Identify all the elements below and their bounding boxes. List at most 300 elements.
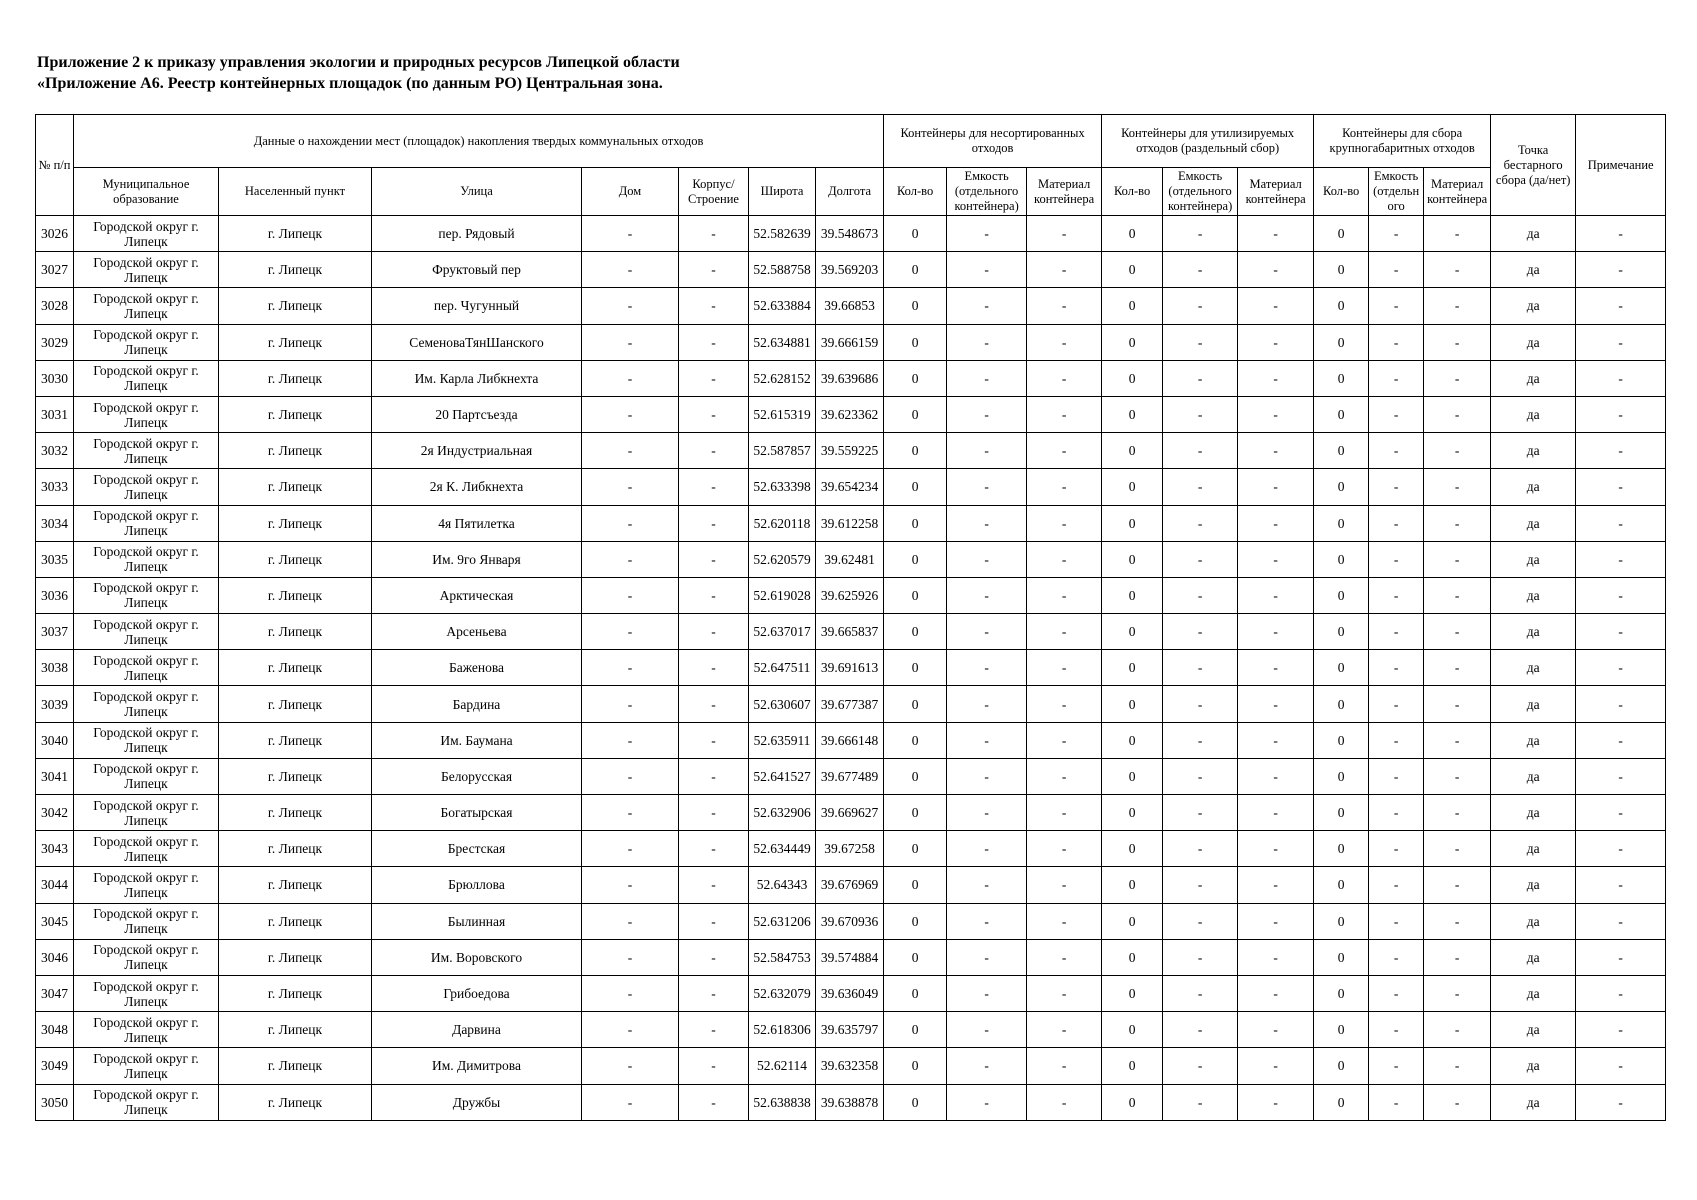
recyclable-capacity-cell: - [1163,288,1238,324]
latitude-cell: 52.641527 [749,758,816,794]
recyclable-material-cell: - [1238,433,1314,469]
row-number: 3044 [36,867,74,903]
bulkless-cell: да [1491,1048,1576,1084]
recyclable-material-cell: - [1238,795,1314,831]
house-cell: - [582,360,679,396]
bulkless-cell: да [1491,939,1576,975]
row-number: 3032 [36,433,74,469]
longitude-cell: 39.676969 [816,867,884,903]
row-number: 3033 [36,469,74,505]
recyclable-count-cell: 0 [1102,686,1163,722]
bulky-material-cell: - [1424,650,1491,686]
municipality-cell: Городской округ г. Липецк [74,288,219,324]
recyclable-capacity-cell: - [1163,758,1238,794]
table-row [36,758,1666,794]
bulky-capacity-cell: - [1369,975,1424,1011]
municipality-cell: Городской округ г. Липецк [74,650,219,686]
note-cell: - [1576,758,1666,794]
bulkless-cell: да [1491,758,1576,794]
municipality-cell: Городской округ г. Липецк [74,867,219,903]
house-cell: - [582,614,679,650]
building-cell: - [679,469,749,505]
bulky-material-cell: - [1424,939,1491,975]
bulky-material-cell: - [1424,252,1491,288]
bulky-capacity-cell: - [1369,686,1424,722]
bulky-capacity-cell: - [1369,939,1424,975]
recyclable-capacity-cell: - [1163,614,1238,650]
bulky-capacity-cell: - [1369,614,1424,650]
house-cell: - [582,975,679,1011]
recyclable-count-cell: 0 [1102,577,1163,613]
recyclable-count-cell: 0 [1102,795,1163,831]
unsorted-material-cell: - [1027,505,1102,541]
settlement-cell: г. Липецк [219,795,372,831]
unsorted-capacity-cell: - [947,939,1027,975]
unsorted-count-cell: 0 [884,505,947,541]
latitude-cell: 52.64343 [749,867,816,903]
unsorted-material-cell: - [1027,903,1102,939]
row-number: 3037 [36,614,74,650]
table-row [36,505,1666,541]
latitude-cell: 52.582639 [749,216,816,252]
latitude-cell: 52.632906 [749,795,816,831]
street-cell: Былинная [372,903,582,939]
recyclable-material-cell: - [1238,650,1314,686]
unsorted-material-cell: - [1027,433,1102,469]
bulky-material-cell: - [1424,831,1491,867]
unsorted-capacity-cell: - [947,1084,1027,1120]
note-cell: - [1576,505,1666,541]
table-row [36,577,1666,613]
header-house: Дом [582,168,679,216]
recyclable-capacity-cell: - [1163,831,1238,867]
recyclable-capacity-cell: - [1163,252,1238,288]
unsorted-material-cell: - [1027,650,1102,686]
header-recyclable-capacity: Емкость (отдельного контейнера) [1163,168,1238,216]
longitude-cell: 39.677489 [816,758,884,794]
bulky-material-cell: - [1424,216,1491,252]
street-cell: Им. Карла Либкнехта [372,360,582,396]
recyclable-capacity-cell: - [1163,722,1238,758]
table-row [36,324,1666,360]
street-cell: Фруктовый пер [372,252,582,288]
recyclable-count-cell: 0 [1102,505,1163,541]
settlement-cell: г. Липецк [219,505,372,541]
unsorted-count-cell: 0 [884,722,947,758]
table-row [36,433,1666,469]
recyclable-capacity-cell: - [1163,975,1238,1011]
settlement-cell: г. Липецк [219,867,372,903]
longitude-cell: 39.569203 [816,252,884,288]
recyclable-capacity-cell: - [1163,867,1238,903]
bulky-capacity-cell: - [1369,288,1424,324]
table-row [36,903,1666,939]
unsorted-capacity-cell: - [947,614,1027,650]
recyclable-count-cell: 0 [1102,939,1163,975]
municipality-cell: Городской округ г. Липецк [74,975,219,1011]
recyclable-count-cell: 0 [1102,288,1163,324]
municipality-cell: Городской округ г. Липецк [74,324,219,360]
house-cell: - [582,758,679,794]
bulky-capacity-cell: - [1369,577,1424,613]
longitude-cell: 39.632358 [816,1048,884,1084]
bulky-count-cell: 0 [1314,360,1369,396]
unsorted-count-cell: 0 [884,975,947,1011]
recyclable-material-cell: - [1238,505,1314,541]
bulky-capacity-cell: - [1369,722,1424,758]
bulkless-cell: да [1491,541,1576,577]
street-cell: Им. Воровского [372,939,582,975]
unsorted-material-cell: - [1027,867,1102,903]
unsorted-material-cell: - [1027,939,1102,975]
note-cell: - [1576,614,1666,650]
unsorted-capacity-cell: - [947,360,1027,396]
unsorted-count-cell: 0 [884,360,947,396]
municipality-cell: Городской округ г. Липецк [74,722,219,758]
bulky-capacity-cell: - [1369,1048,1424,1084]
recyclable-count-cell: 0 [1102,722,1163,758]
note-cell: - [1576,939,1666,975]
longitude-cell: 39.62481 [816,541,884,577]
note-cell: - [1576,469,1666,505]
note-cell: - [1576,831,1666,867]
unsorted-material-cell: - [1027,975,1102,1011]
longitude-cell: 39.677387 [816,686,884,722]
building-cell: - [679,831,749,867]
house-cell: - [582,396,679,432]
recyclable-count-cell: 0 [1102,541,1163,577]
longitude-cell: 39.654234 [816,469,884,505]
bulky-count-cell: 0 [1314,505,1369,541]
recyclable-capacity-cell: - [1163,1084,1238,1120]
recyclable-count-cell: 0 [1102,614,1163,650]
recyclable-capacity-cell: - [1163,324,1238,360]
building-cell: - [679,686,749,722]
longitude-cell: 39.559225 [816,433,884,469]
municipality-cell: Городской округ г. Липецк [74,252,219,288]
building-cell: - [679,939,749,975]
bulkless-cell: да [1491,867,1576,903]
longitude-cell: 39.666159 [816,324,884,360]
bulky-count-cell: 0 [1314,831,1369,867]
unsorted-material-cell: - [1027,577,1102,613]
note-cell: - [1576,541,1666,577]
recyclable-capacity-cell: - [1163,686,1238,722]
bulky-material-cell: - [1424,722,1491,758]
table-row [36,614,1666,650]
settlement-cell: г. Липецк [219,758,372,794]
table-row [36,831,1666,867]
house-cell: - [582,469,679,505]
recyclable-capacity-cell: - [1163,433,1238,469]
settlement-cell: г. Липецк [219,1084,372,1120]
municipality-cell: Городской округ г. Липецк [74,795,219,831]
header-bulky-group: Контейнеры для сбора крупногабаритных отходов [1314,115,1491,168]
recyclable-count-cell: 0 [1102,831,1163,867]
building-cell: - [679,614,749,650]
unsorted-capacity-cell: - [947,903,1027,939]
unsorted-capacity-cell: - [947,216,1027,252]
recyclable-capacity-cell: - [1163,1048,1238,1084]
unsorted-material-cell: - [1027,1012,1102,1048]
unsorted-count-cell: 0 [884,650,947,686]
bulkless-cell: да [1491,433,1576,469]
recyclable-material-cell: - [1238,903,1314,939]
municipality-cell: Городской округ г. Липецк [74,469,219,505]
street-cell: 2я К. Либкнехта [372,469,582,505]
bulky-material-cell: - [1424,903,1491,939]
bulkless-cell: да [1491,360,1576,396]
settlement-cell: г. Липецк [219,722,372,758]
house-cell: - [582,795,679,831]
bulky-count-cell: 0 [1314,433,1369,469]
unsorted-count-cell: 0 [884,541,947,577]
bulky-count-cell: 0 [1314,722,1369,758]
note-cell: - [1576,360,1666,396]
bulky-count-cell: 0 [1314,939,1369,975]
bulkless-cell: да [1491,722,1576,758]
recyclable-material-cell: - [1238,324,1314,360]
house-cell: - [582,903,679,939]
house-cell: - [582,831,679,867]
document-title-line-2: «Приложение А6. Реестр контейнерных площадок (по данным РО) Центральная зона. [37,75,663,92]
building-cell: - [679,1084,749,1120]
bulky-count-cell: 0 [1314,795,1369,831]
recyclable-capacity-cell: - [1163,469,1238,505]
municipality-cell: Городской округ г. Липецк [74,541,219,577]
unsorted-material-cell: - [1027,541,1102,577]
bulky-capacity-cell: - [1369,758,1424,794]
municipality-cell: Городской округ г. Липецк [74,396,219,432]
note-cell: - [1576,686,1666,722]
bulky-count-cell: 0 [1314,324,1369,360]
table-row [36,216,1666,252]
header-latitude: Широта [749,168,816,216]
table-row [36,686,1666,722]
bulky-material-cell: - [1424,360,1491,396]
recyclable-material-cell: - [1238,1084,1314,1120]
street-cell: Брестская [372,831,582,867]
header-unsorted-material: Материал контейнера [1027,168,1102,216]
recyclable-material-cell: - [1238,288,1314,324]
street-cell: Арсеньева [372,614,582,650]
unsorted-material-cell: - [1027,469,1102,505]
latitude-cell: 52.634881 [749,324,816,360]
bulky-count-cell: 0 [1314,686,1369,722]
row-number: 3031 [36,396,74,432]
recyclable-capacity-cell: - [1163,650,1238,686]
street-cell: Им. Димитрова [372,1048,582,1084]
bulky-count-cell: 0 [1314,216,1369,252]
house-cell: - [582,939,679,975]
longitude-cell: 39.666148 [816,722,884,758]
header-location-group: Данные о нахождении мест (площадок) накопления твердых коммунальных отходов [74,115,884,168]
settlement-cell: г. Липецк [219,577,372,613]
recyclable-count-cell: 0 [1102,975,1163,1011]
recyclable-material-cell: - [1238,975,1314,1011]
building-cell: - [679,505,749,541]
building-cell: - [679,541,749,577]
recyclable-capacity-cell: - [1163,903,1238,939]
unsorted-capacity-cell: - [947,396,1027,432]
header-recyclable-material: Материал контейнера [1238,168,1314,216]
bulky-material-cell: - [1424,795,1491,831]
table-row [36,1012,1666,1048]
longitude-cell: 39.636049 [816,975,884,1011]
header-street: Улица [372,168,582,216]
header-bulkless: Точка бестарного сбора (да/нет) [1491,115,1576,216]
recyclable-material-cell: - [1238,252,1314,288]
settlement-cell: г. Липецк [219,216,372,252]
note-cell: - [1576,288,1666,324]
longitude-cell: 39.639686 [816,360,884,396]
bulky-material-cell: - [1424,758,1491,794]
note-cell: - [1576,1012,1666,1048]
bulky-capacity-cell: - [1369,795,1424,831]
header-bulky-material: Материал контейнера [1424,168,1491,216]
street-cell: Дарвина [372,1012,582,1048]
note-cell: - [1576,722,1666,758]
row-number: 3027 [36,252,74,288]
unsorted-count-cell: 0 [884,577,947,613]
bulky-capacity-cell: - [1369,360,1424,396]
building-cell: - [679,975,749,1011]
street-cell: пер. Рядовый [372,216,582,252]
building-cell: - [679,360,749,396]
unsorted-count-cell: 0 [884,614,947,650]
bulky-capacity-cell: - [1369,469,1424,505]
unsorted-material-cell: - [1027,614,1102,650]
bulkless-cell: да [1491,469,1576,505]
recyclable-count-cell: 0 [1102,650,1163,686]
unsorted-material-cell: - [1027,831,1102,867]
municipality-cell: Городской округ г. Липецк [74,1012,219,1048]
unsorted-count-cell: 0 [884,433,947,469]
unsorted-capacity-cell: - [947,324,1027,360]
latitude-cell: 52.630607 [749,686,816,722]
row-number: 3026 [36,216,74,252]
table-row [36,650,1666,686]
unsorted-count-cell: 0 [884,758,947,794]
house-cell: - [582,252,679,288]
table-row [36,360,1666,396]
row-number: 3029 [36,324,74,360]
latitude-cell: 52.633884 [749,288,816,324]
unsorted-count-cell: 0 [884,396,947,432]
settlement-cell: г. Липецк [219,360,372,396]
bulky-capacity-cell: - [1369,831,1424,867]
house-cell: - [582,650,679,686]
bulky-material-cell: - [1424,577,1491,613]
bulky-capacity-cell: - [1369,867,1424,903]
longitude-cell: 39.691613 [816,650,884,686]
unsorted-count-cell: 0 [884,831,947,867]
latitude-cell: 52.588758 [749,252,816,288]
bulky-capacity-cell: - [1369,903,1424,939]
bulky-count-cell: 0 [1314,1084,1369,1120]
unsorted-capacity-cell: - [947,650,1027,686]
note-cell: - [1576,650,1666,686]
recyclable-count-cell: 0 [1102,216,1163,252]
settlement-cell: г. Липецк [219,650,372,686]
building-cell: - [679,758,749,794]
table-row [36,541,1666,577]
latitude-cell: 52.620579 [749,541,816,577]
bulky-capacity-cell: - [1369,541,1424,577]
building-cell: - [679,1048,749,1084]
building-cell: - [679,288,749,324]
header-building: Корпус/ Строение [679,168,749,216]
document-heading [37,52,680,94]
latitude-cell: 52.628152 [749,360,816,396]
building-cell: - [679,396,749,432]
house-cell: - [582,722,679,758]
table-row [36,939,1666,975]
row-number: 3049 [36,1048,74,1084]
header-settlement: Населенный пункт [219,168,372,216]
header-unsorted-capacity: Емкость (отдельного контейнера) [947,168,1027,216]
row-number: 3047 [36,975,74,1011]
settlement-cell: г. Липецк [219,288,372,324]
row-number: 3041 [36,758,74,794]
row-number: 3035 [36,541,74,577]
latitude-cell: 52.637017 [749,614,816,650]
longitude-cell: 39.548673 [816,216,884,252]
unsorted-count-cell: 0 [884,903,947,939]
header-unsorted-group: Контейнеры для несортированных отходов [884,115,1102,168]
document-title-line-1: Приложение 2 к приказу управления экологии и природных ресурсов Липецкой области [37,54,680,71]
header-recyclable-count: Кол-во [1102,168,1163,216]
bulky-capacity-cell: - [1369,216,1424,252]
bulkless-cell: да [1491,1012,1576,1048]
settlement-cell: г. Липецк [219,396,372,432]
municipality-cell: Городской округ г. Липецк [74,758,219,794]
unsorted-count-cell: 0 [884,324,947,360]
settlement-cell: г. Липецк [219,1012,372,1048]
house-cell: - [582,324,679,360]
bulky-capacity-cell: - [1369,252,1424,288]
bulky-count-cell: 0 [1314,867,1369,903]
bulky-count-cell: 0 [1314,541,1369,577]
bulkless-cell: да [1491,288,1576,324]
note-cell: - [1576,433,1666,469]
municipality-cell: Городской округ г. Липецк [74,903,219,939]
settlement-cell: г. Липецк [219,614,372,650]
settlement-cell: г. Липецк [219,975,372,1011]
municipality-cell: Городской округ г. Липецк [74,505,219,541]
building-cell: - [679,433,749,469]
note-cell: - [1576,577,1666,613]
settlement-cell: г. Липецк [219,433,372,469]
unsorted-capacity-cell: - [947,433,1027,469]
house-cell: - [582,433,679,469]
table-row [36,1048,1666,1084]
settlement-cell: г. Липецк [219,831,372,867]
unsorted-capacity-cell: - [947,288,1027,324]
bulky-count-cell: 0 [1314,758,1369,794]
note-cell: - [1576,324,1666,360]
bulkless-cell: да [1491,903,1576,939]
municipality-cell: Городской округ г. Липецк [74,686,219,722]
bulky-capacity-cell: - [1369,1084,1424,1120]
building-cell: - [679,1012,749,1048]
latitude-cell: 52.635911 [749,722,816,758]
street-cell: пер. Чугунный [372,288,582,324]
recyclable-material-cell: - [1238,831,1314,867]
table-row [36,252,1666,288]
house-cell: - [582,686,679,722]
unsorted-capacity-cell: - [947,469,1027,505]
